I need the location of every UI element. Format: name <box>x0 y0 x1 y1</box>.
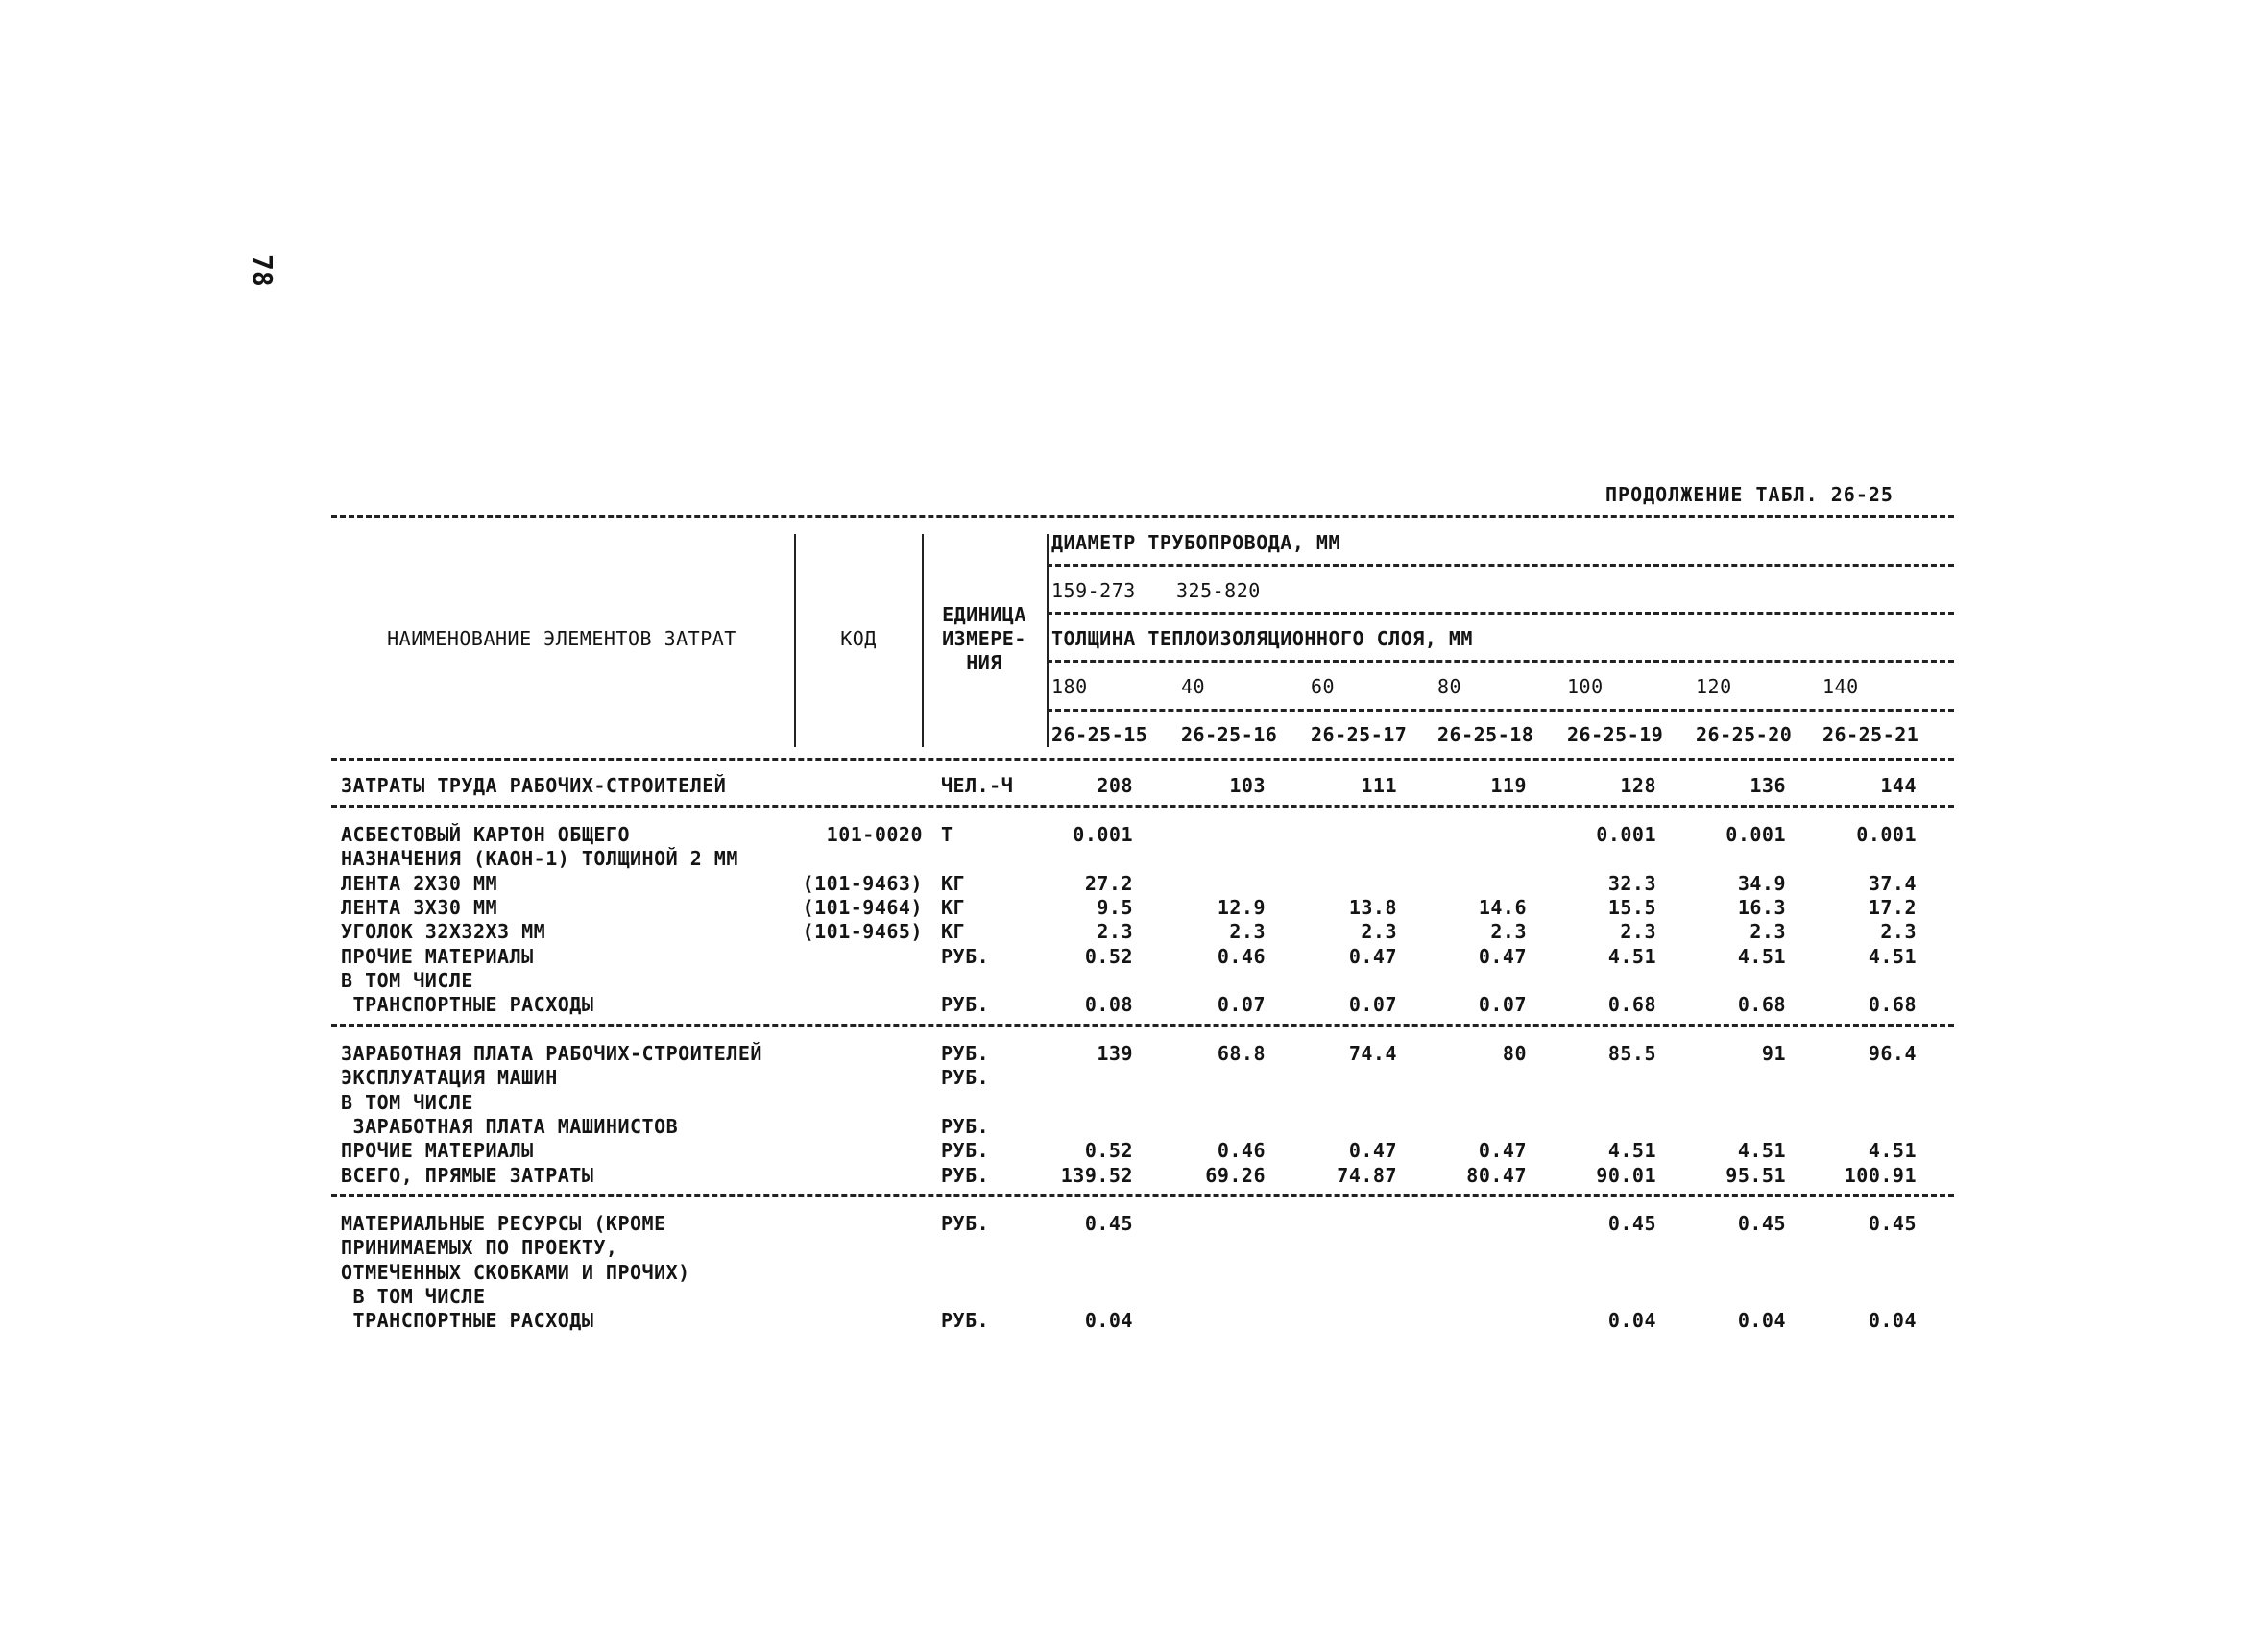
material-row-value: 27.2 <box>1084 871 1133 895</box>
resource-row-unit: РУБ. <box>941 1309 990 1333</box>
cost-row-value: 69.26 <box>1205 1163 1266 1187</box>
header-rule-3 <box>1047 660 1954 663</box>
material-row-value: 0.07 <box>1478 993 1527 1017</box>
header-code-6: 26-25-20 <box>1696 723 1793 746</box>
labor-row-value: 119 <box>1490 774 1527 797</box>
labor-row-value: 103 <box>1229 774 1266 797</box>
header-code-4: 26-25-18 <box>1437 723 1534 746</box>
top-rule <box>331 515 1954 518</box>
material-row-value: 13.8 <box>1348 895 1397 919</box>
header-thickness-5: 100 <box>1567 675 1604 698</box>
material-row-value: 2.3 <box>1880 920 1917 944</box>
material-row-value: 2.3 <box>1490 920 1527 944</box>
labor-row-value: 128 <box>1620 774 1656 797</box>
material-row-value: 37.4 <box>1868 871 1917 895</box>
cost-row-value: 85.5 <box>1607 1042 1656 1065</box>
material-row-value: 0.07 <box>1217 993 1266 1017</box>
cost-row-value: 4.51 <box>1607 1139 1656 1163</box>
resource-row-name: МАТЕРИАЛЬНЫЕ РЕСУРСЫ (КРОМЕ <box>341 1212 666 1235</box>
labor-bottom-rule <box>331 805 1954 808</box>
material-row-value: 2.3 <box>1097 920 1133 944</box>
material-row-value: 4.51 <box>1607 944 1656 968</box>
labor-row-name: ЗАТРАТЫ ТРУДА РАБОЧИХ-СТРОИТЕЛЕЙ <box>341 774 727 797</box>
header-rule-2 <box>1047 612 1954 615</box>
material-row-value: 0.47 <box>1348 944 1397 968</box>
cost-row-value: 100.91 <box>1844 1163 1917 1187</box>
material-row-unit: Т <box>941 823 953 846</box>
material-row-value: 12.9 <box>1217 895 1266 919</box>
cost-row-name: ВСЕГО, ПРЯМЫЕ ЗАТРАТЫ <box>341 1163 594 1187</box>
header-code-7: 26-25-21 <box>1822 723 1919 746</box>
cost-row-name: ЗАРАБОТНАЯ ПЛАТА МАШИНИСТОВ <box>341 1114 679 1138</box>
labor-row-value: 111 <box>1361 774 1397 797</box>
cost-row-value: 91 <box>1761 1042 1786 1065</box>
materials-bottom-rule <box>331 1024 1954 1027</box>
cost-row-value: 90.01 <box>1596 1163 1656 1187</box>
material-row-value: 32.3 <box>1607 871 1656 895</box>
cost-row-unit: РУБ. <box>941 1163 990 1187</box>
resource-row-value: 0.45 <box>1737 1212 1786 1235</box>
material-row-code: (101-9465) <box>802 920 923 944</box>
material-row-value: 0.68 <box>1737 993 1786 1017</box>
header-divider-unit <box>1047 534 1049 747</box>
header-unit-line-2: ИЗМЕРЕ- <box>942 627 1026 650</box>
resource-row-name: ОТМЕЧЕННЫХ СКОБКАМИ И ПРОЧИХ) <box>341 1260 690 1284</box>
header-thickness-label: ТОЛЩИНА ТЕПЛОИЗОЛЯЦИОННОГО СЛОЯ, ММ <box>1051 627 1473 650</box>
material-row-value: 15.5 <box>1607 895 1656 919</box>
material-row-value: 2.3 <box>1749 920 1786 944</box>
material-row-value: 0.46 <box>1217 944 1266 968</box>
cost-row-value: 95.51 <box>1725 1163 1786 1187</box>
material-row-name: ТРАНСПОРТНЫЕ РАСХОДЫ <box>341 993 594 1017</box>
resource-row-value: 0.04 <box>1737 1309 1786 1333</box>
cost-row-value: 4.51 <box>1868 1139 1917 1163</box>
cost-row-value: 139 <box>1097 1042 1133 1065</box>
material-row-unit: РУБ. <box>941 993 990 1017</box>
header-code-3: 26-25-17 <box>1311 723 1408 746</box>
material-row-name: НАЗНАЧЕНИЯ (КАОН-1) ТОЛЩИНОЙ 2 ММ <box>341 847 738 871</box>
resource-row-name: ТРАНСПОРТНЫЕ РАСХОДЫ <box>341 1309 594 1333</box>
material-row-name: В ТОМ ЧИСЛЕ <box>341 968 473 992</box>
header-thickness-3: 60 <box>1311 675 1336 698</box>
cost-row-value: 74.87 <box>1337 1163 1397 1187</box>
header-divider-name <box>794 534 796 747</box>
labor-row-value: 136 <box>1749 774 1786 797</box>
material-row-name: АСБЕСТОВЫЙ КАРТОН ОБЩЕГО <box>341 823 630 846</box>
material-row-name: ПРОЧИЕ МАТЕРИАЛЫ <box>341 944 534 968</box>
material-row-value: 0.001 <box>1725 823 1786 846</box>
header-bottom-rule <box>331 758 1954 761</box>
material-row-value: 0.68 <box>1868 993 1917 1017</box>
material-row-value: 0.07 <box>1348 993 1397 1017</box>
cost-row-value: 74.4 <box>1348 1042 1397 1065</box>
resource-row-name: ПРИНИМАЕМЫХ ПО ПРОЕКТУ, <box>341 1236 618 1260</box>
cost-row-value: 139.52 <box>1060 1163 1133 1187</box>
material-row-code: 101-0020 <box>826 823 923 846</box>
header-rule-1 <box>1047 564 1954 567</box>
material-row-value: 0.08 <box>1084 993 1133 1017</box>
cost-row-unit: РУБ. <box>941 1114 990 1138</box>
cost-row-value: 80.47 <box>1466 1163 1527 1187</box>
header-rule-4 <box>1047 709 1954 712</box>
resource-row-value: 0.45 <box>1607 1212 1656 1235</box>
header-unit-line-3: НИЯ <box>966 651 1002 674</box>
header-code-2: 26-25-16 <box>1181 723 1278 746</box>
material-row-value: 16.3 <box>1737 895 1786 919</box>
resource-row-value: 0.45 <box>1084 1212 1133 1235</box>
material-row-value: 0.47 <box>1478 944 1527 968</box>
material-row-value: 2.3 <box>1620 920 1656 944</box>
table-continuation-title: ПРОДОЛЖЕНИЕ ТАБЛ. 26-25 <box>1605 483 1894 506</box>
cost-row-value: 0.46 <box>1217 1139 1266 1163</box>
header-code-1: 26-25-15 <box>1051 723 1148 746</box>
resource-row-value: 0.04 <box>1084 1309 1133 1333</box>
cost-row-unit: РУБ. <box>941 1042 990 1065</box>
material-row-value: 2.3 <box>1361 920 1397 944</box>
header-diameter-label: ДИАМЕТР ТРУБОПРОВОДА, ММ <box>1051 531 1340 554</box>
header-thickness-6: 120 <box>1696 675 1732 698</box>
header-thickness-7: 140 <box>1822 675 1859 698</box>
cost-row-value: 4.51 <box>1737 1139 1786 1163</box>
header-thickness-4: 80 <box>1437 675 1462 698</box>
material-row-unit: РУБ. <box>941 944 990 968</box>
cost-row-name: ПРОЧИЕ МАТЕРИАЛЫ <box>341 1139 534 1163</box>
material-row-value: 0.001 <box>1073 823 1133 846</box>
material-row-value: 0.001 <box>1856 823 1917 846</box>
material-row-value: 0.001 <box>1596 823 1656 846</box>
resource-row-value: 0.45 <box>1868 1212 1917 1235</box>
labor-row-value: 208 <box>1097 774 1133 797</box>
cost-row-name: В ТОМ ЧИСЛЕ <box>341 1090 473 1114</box>
page-number: 78 <box>247 254 278 287</box>
material-row-value: 0.52 <box>1084 944 1133 968</box>
material-row-value: 14.6 <box>1478 895 1527 919</box>
cost-row-value: 0.47 <box>1478 1139 1527 1163</box>
material-row-name: ЛЕНТА 3Х30 ММ <box>341 895 498 919</box>
cost-row-value: 0.52 <box>1084 1139 1133 1163</box>
header-thickness-2: 40 <box>1181 675 1206 698</box>
material-row-value: 4.51 <box>1868 944 1917 968</box>
labor-row-value: 144 <box>1880 774 1917 797</box>
cost-row-value: 0.47 <box>1348 1139 1397 1163</box>
header-code-5: 26-25-19 <box>1567 723 1664 746</box>
cost-row-unit: РУБ. <box>941 1139 990 1163</box>
header-unit-line-1: ЕДИНИЦА <box>942 603 1026 626</box>
material-row-value: 0.68 <box>1607 993 1656 1017</box>
labor-row-unit: ЧЕЛ.-Ч <box>941 774 1014 797</box>
cost-row-name: ЗАРАБОТНАЯ ПЛАТА РАБОЧИХ-СТРОИТЕЛЕЙ <box>341 1042 762 1065</box>
material-row-code: (101-9464) <box>802 895 923 919</box>
resource-row-value: 0.04 <box>1868 1309 1917 1333</box>
material-row-unit: КГ <box>941 920 966 944</box>
cost-row-value: 68.8 <box>1217 1042 1266 1065</box>
material-row-value: 9.5 <box>1097 895 1133 919</box>
header-diameter-2: 325-820 <box>1176 579 1261 602</box>
resource-row-name: В ТОМ ЧИСЛЕ <box>341 1284 486 1308</box>
header-name-column: НАИМЕНОВАНИЕ ЭЛЕМЕНТОВ ЗАТРАТ <box>387 627 736 650</box>
costs-bottom-rule <box>331 1194 1954 1197</box>
header-diameter-1: 159-273 <box>1051 579 1136 602</box>
material-row-value: 4.51 <box>1737 944 1786 968</box>
cost-row-value: 96.4 <box>1868 1042 1917 1065</box>
material-row-unit: КГ <box>941 871 966 895</box>
material-row-name: ЛЕНТА 2Х30 ММ <box>341 871 498 895</box>
material-row-unit: КГ <box>941 895 966 919</box>
material-row-value: 34.9 <box>1737 871 1786 895</box>
cost-row-name: ЭКСПЛУАТАЦИЯ МАШИН <box>341 1066 558 1090</box>
resource-row-value: 0.04 <box>1607 1309 1656 1333</box>
resource-row-unit: РУБ. <box>941 1212 990 1235</box>
material-row-value: 17.2 <box>1868 895 1917 919</box>
header-code-column: КОД <box>840 627 877 650</box>
cost-row-value: 80 <box>1502 1042 1527 1065</box>
cost-row-unit: РУБ. <box>941 1066 990 1090</box>
material-row-name: УГОЛОК 32Х32Х3 ММ <box>341 920 546 944</box>
material-row-value: 2.3 <box>1229 920 1266 944</box>
material-row-code: (101-9463) <box>802 871 923 895</box>
header-thickness-1: 180 <box>1051 675 1088 698</box>
